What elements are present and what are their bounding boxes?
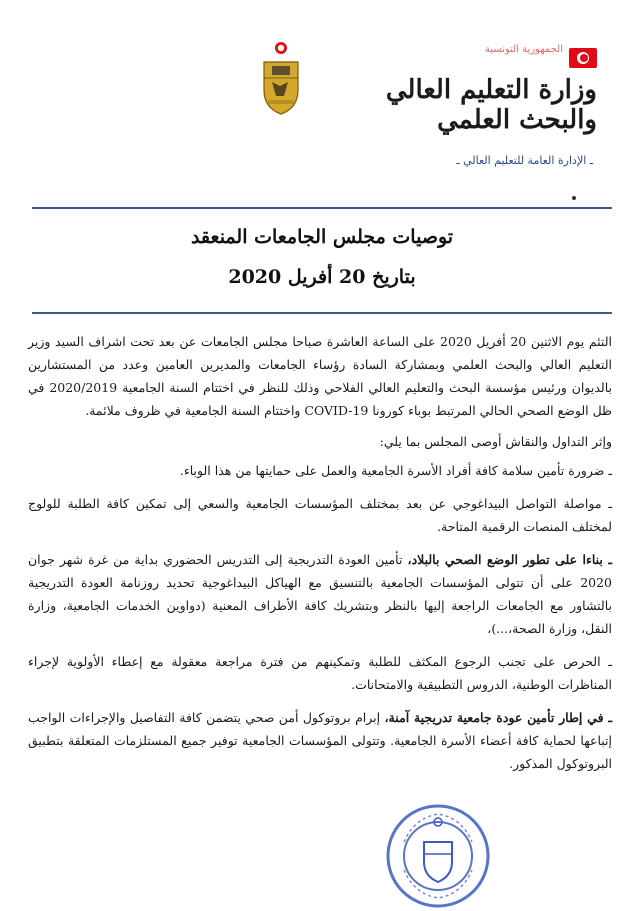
document-body bbox=[28, 330, 612, 785]
document-title: توصيات مجلس الجامعات المنعقد bbox=[190, 226, 454, 248]
document-date: بتاريخ 20 أفريل 2020 bbox=[228, 266, 416, 288]
tunisia-flag-icon bbox=[569, 48, 597, 68]
recommendation-text: إبرام بروتوكول أمن صحي يتضمن كافة التفاصيل والإجراءات الواجب إتباعها لحماية كافة أعضاء الأسرة الجامعية. وتتولى المؤسسات الجامعية توفير جميع المستلزمات المتعلقة بتطبيق البروتوكول المذكور. bbox=[28, 710, 612, 771]
header-dot bbox=[572, 196, 576, 200]
ministry-name-line2: والبحث العلمي bbox=[437, 105, 597, 135]
official-stamp-icon bbox=[384, 802, 492, 910]
general-administration-label: ـ الإدارة العامة للتعليم العالي ـ bbox=[456, 154, 593, 167]
recommendation-text: تأمين العودة التدريجية إلى التدريس الحضوري بداية من غرة شهر جوان 2020 على أن تتولى المؤسسات الجامعية بالتنسيق مع الهياكل البيداغوجية تحديد روزنامة العودة التدريجية بالتشاور مع الجامعات الراجعة إليها بالنظر وبتشريك كافة الأطراف المعنية (دواوين الخدمات الجامعية، وزارة النقل، وزارة الصحة،...)، bbox=[28, 552, 612, 636]
recommendations-lead: وإثر التداول والنقاش أوصى المجلس بما يلي: bbox=[379, 434, 612, 449]
intro-paragraph: التئم يوم الاثنين 20 أفريل 2020 على الساعة العاشرة صباحا مجلس الجامعات عن بعد تحت اشراف السيد وزير التعليم العالي والبحث العلمي وبمشاركة السادة رؤساء الجامعات والمديرين العامين وعدد من المستشارين بالديوان ورئيس مؤسسة البحث والتعليم العالي الفلاحي وذلك للنظر في اختتام السنة الجامعية 2020/2019 في ظل الوضع الصحي الحالي المرتبط بوباء كورونا COVID-19 واختتام السنة الجامعية في ظروف ملائمة. bbox=[28, 334, 612, 418]
republic-label: الجمهورية التونسية bbox=[484, 44, 563, 55]
recommendation-lead-bold: ـ في إطار تأمين عودة جامعية تدريجية آمنة، bbox=[384, 710, 612, 725]
title-top-rule bbox=[32, 207, 612, 209]
coat-of-arms-icon bbox=[258, 40, 304, 116]
recommendation-item bbox=[28, 548, 612, 640]
recommendation-item: ـ الحرص على تجنب الرجوع المكثف للطلبة وتمكينهم من فترة مراجعة معقولة مع إعطاء الأولوية لإجراء المناظرات الوطنية، الدروس التطبيقية والامتحانات. bbox=[28, 654, 612, 692]
recommendation-item: ـ ضرورة تأمين سلامة كافة أفراد الأسرة الجامعية والعمل على حمايتها من هذا الوباء. bbox=[179, 463, 612, 478]
recommendation-lead-bold: ـ بناءا على تطور الوضع الصحي بالبلاد، bbox=[407, 552, 612, 567]
recommendation-item: ـ مواصلة التواصل البيداغوجي عن بعد بمختلف المؤسسات الجامعية والسعي إلى تمكين كافة الطلبة للولوج لمختلف المنصات الرقمية المتاحة. bbox=[28, 496, 612, 534]
title-bottom-rule bbox=[32, 312, 612, 314]
recommendation-item bbox=[28, 706, 612, 775]
ministry-name-line1: وزارة التعليم العالي bbox=[385, 75, 597, 105]
